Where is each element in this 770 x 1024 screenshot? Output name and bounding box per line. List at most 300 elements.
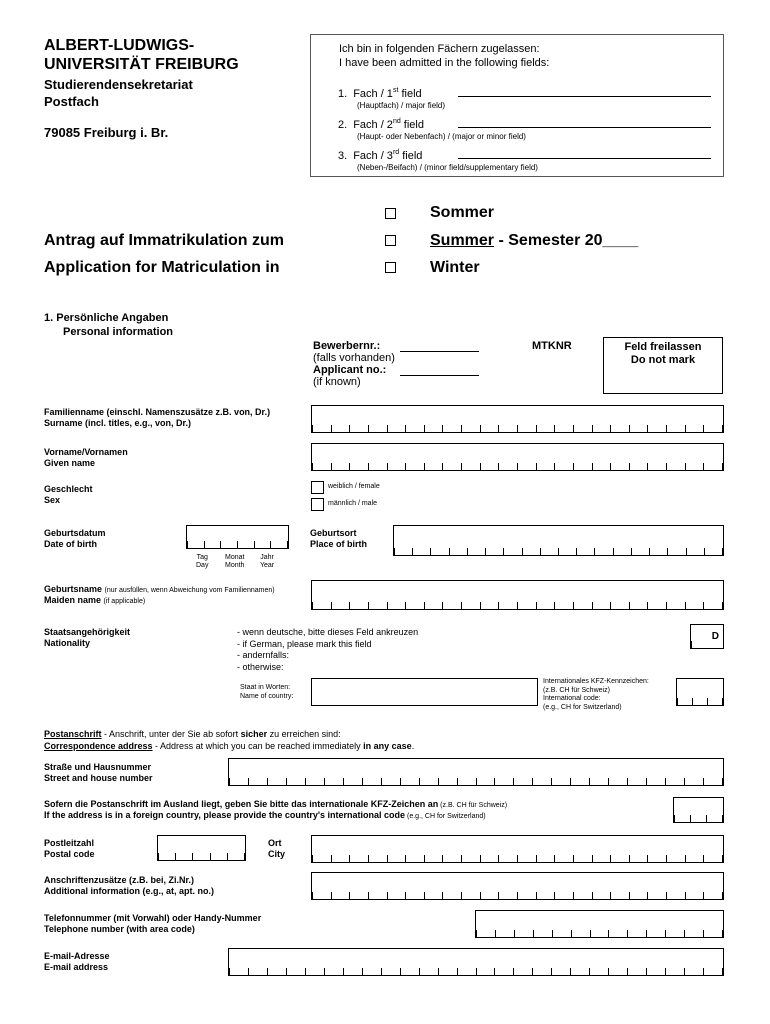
comb-tick <box>536 892 537 899</box>
comb-tick <box>287 541 288 548</box>
street-label-de: Straße und Hausnummer <box>44 762 152 772</box>
male-checkbox[interactable] <box>311 498 324 511</box>
comb-tick <box>442 463 443 470</box>
comb-tick <box>722 930 723 937</box>
comb-tick <box>517 463 518 470</box>
comb-tick <box>592 855 593 862</box>
comb-tick <box>646 778 647 785</box>
semester-sommer-label: Sommer <box>430 204 495 221</box>
comb-tick <box>331 892 332 899</box>
comb-tick <box>405 892 406 899</box>
given-name-label-en: Given name <box>44 457 96 468</box>
corr-bold: in any case <box>363 741 412 751</box>
surname-field[interactable] <box>311 405 724 433</box>
comb-tick <box>608 968 609 975</box>
dob-label-de: Geburtsdatum <box>44 528 106 538</box>
comb-tick <box>722 425 723 432</box>
comb-tick <box>405 855 406 862</box>
comb-tick <box>343 778 344 785</box>
dob-day: Day <box>196 562 209 569</box>
comb-tick <box>461 463 462 470</box>
comb-tick <box>685 425 686 432</box>
corr-text-a: - Address at which you can be reached immediately <box>152 741 364 751</box>
comb-tick <box>331 425 332 432</box>
city-field[interactable] <box>311 835 724 863</box>
comb-tick <box>513 968 514 975</box>
phone-label-de: Telefonnummer (mit Vorwahl) oder Handy-Nummer <box>44 913 262 923</box>
comb-tick <box>267 968 268 975</box>
comb-tick <box>610 855 611 862</box>
comb-tick <box>498 892 499 899</box>
email-label-en: E-mail address <box>44 961 109 972</box>
comb-tick <box>424 855 425 862</box>
comb-tick <box>498 855 499 862</box>
comb-tick <box>722 602 723 609</box>
comb-tick <box>312 892 313 899</box>
comb-tick <box>576 548 577 555</box>
comb-tick <box>381 968 382 975</box>
comb-tick <box>495 930 496 937</box>
comb-tick <box>570 778 571 785</box>
comb-tick <box>608 778 609 785</box>
comb-tick <box>629 602 630 609</box>
comb-tick <box>552 930 553 937</box>
comb-tick <box>158 853 159 860</box>
comb-tick <box>480 425 481 432</box>
pob-label-en: Place of birth <box>310 538 368 549</box>
comb-tick <box>480 855 481 862</box>
comb-tick <box>503 548 504 555</box>
nationality-code-field[interactable] <box>676 678 724 706</box>
comb-tick <box>430 548 431 555</box>
kfz-l2: (z.B. CH für Schweiz) <box>543 686 610 694</box>
comb-tick <box>498 602 499 609</box>
comb-tick <box>594 548 595 555</box>
dob-field[interactable] <box>186 525 289 549</box>
postbox: Postfach <box>44 94 99 109</box>
given-name-label <box>44 447 128 469</box>
comb-tick <box>685 463 686 470</box>
phone-field[interactable] <box>475 910 724 938</box>
phone-label-en: Telephone number (with area code) <box>44 923 195 934</box>
comb-tick <box>684 968 685 975</box>
subjects-intro-de: Ich bin in folgenden Fächern zugelassen: <box>339 43 540 55</box>
comb-tick <box>592 892 593 899</box>
comb-tick <box>400 778 401 785</box>
comb-tick <box>666 892 667 899</box>
comb-tick <box>692 698 693 705</box>
subject-label: Fach / 2 <box>353 118 393 131</box>
street-field[interactable] <box>228 758 724 786</box>
comb-tick <box>368 463 369 470</box>
comb-tick <box>248 778 249 785</box>
comb-tick <box>554 892 555 899</box>
comb-tick <box>558 548 559 555</box>
applicant-label: Applicant no.: <box>313 364 387 376</box>
comb-tick <box>684 778 685 785</box>
subject-label: Fach / 3 <box>353 149 393 162</box>
postanschrift-label: Postanschrift <box>44 729 102 739</box>
comb-tick <box>665 778 666 785</box>
comb-tick <box>647 463 648 470</box>
comb-tick <box>610 425 611 432</box>
sex-label-en: Sex <box>44 494 61 505</box>
dob-month-hint <box>225 554 244 570</box>
sex-label-de: Geschlecht <box>44 484 93 494</box>
comb-tick <box>627 968 628 975</box>
comb-tick <box>324 778 325 785</box>
comb-tick <box>536 855 537 862</box>
admitted-subjects-box <box>310 34 724 177</box>
subject-number: 1. <box>338 87 348 100</box>
comb-tick <box>349 463 350 470</box>
comb-tick <box>400 968 401 975</box>
male-label: männlich / male <box>328 500 378 507</box>
female-label: weiblich / female <box>328 483 380 490</box>
comb-tick <box>424 602 425 609</box>
addl-label-de: Anschriftenzusätze (z.B. bei, Zi.Nr.) <box>44 875 195 885</box>
comb-tick <box>412 548 413 555</box>
comb-tick <box>419 968 420 975</box>
comb-tick <box>480 892 481 899</box>
office-city: 79085 Freiburg i. Br. <box>44 125 169 140</box>
comb-tick <box>722 698 723 705</box>
comb-tick <box>467 548 468 555</box>
sex-label <box>44 484 93 506</box>
corr-text-b: . <box>411 741 415 751</box>
comb-tick <box>573 855 574 862</box>
if-known: (if known) <box>313 376 361 388</box>
comb-tick <box>442 892 443 899</box>
comb-tick <box>517 602 518 609</box>
comb-tick <box>532 968 533 975</box>
maiden-label-de: Geburtsname <box>44 584 103 594</box>
address-country-code-field[interactable] <box>673 797 724 823</box>
comb-tick <box>324 968 325 975</box>
comb-tick <box>629 425 630 432</box>
subject-ordinal: rd <box>392 149 400 156</box>
semester-winter-label: Winter <box>430 259 480 276</box>
subject-field-word: field <box>400 118 424 131</box>
nat-instr-1: - wenn deutsche, bitte dieses Feld ankreuzen <box>237 627 419 637</box>
subject-field-word: field <box>399 149 423 162</box>
comb-tick <box>590 930 591 937</box>
comb-tick <box>685 602 686 609</box>
comb-tick <box>442 602 443 609</box>
comb-tick <box>722 892 723 899</box>
kfz-l4: (e.g., CH for Switzerland) <box>543 703 622 711</box>
comb-tick <box>690 815 691 822</box>
comb-tick <box>722 548 723 555</box>
comb-tick <box>522 548 523 555</box>
country-name-field[interactable] <box>311 678 538 706</box>
comb-tick <box>571 930 572 937</box>
email-field[interactable] <box>228 948 724 976</box>
section1-heading <box>44 311 173 339</box>
comb-tick <box>703 778 704 785</box>
comb-tick <box>387 463 388 470</box>
comb-tick <box>227 853 228 860</box>
subject-label: Fach / 1 <box>353 87 393 100</box>
comb-tick <box>331 855 332 862</box>
comb-tick <box>610 602 611 609</box>
comb-tick <box>686 548 687 555</box>
additional-info-label <box>44 875 214 897</box>
comb-tick <box>476 778 477 785</box>
comb-tick <box>517 855 518 862</box>
subject-line[interactable] <box>458 96 711 97</box>
maiden-note-de: (nur ausfüllen, wenn Abweichung vom Familiennamen) <box>104 587 275 594</box>
staat-label-en: Name of country: <box>240 693 294 700</box>
applicant-number-block <box>313 340 395 388</box>
comb-tick <box>305 968 306 975</box>
foreign-address-note <box>44 799 507 822</box>
comb-tick <box>305 778 306 785</box>
comb-tick <box>498 425 499 432</box>
comb-tick <box>551 778 552 785</box>
city-label-en: City <box>268 848 286 859</box>
bewerber-number-line[interactable] <box>400 351 479 352</box>
comb-tick <box>703 892 704 899</box>
summer-checkbox[interactable] <box>385 235 396 246</box>
surname-label <box>44 407 270 429</box>
dob-jahr: Jahr <box>260 554 274 561</box>
staat-label-de: Staat in Worten: <box>240 684 291 691</box>
maiden-name-field[interactable] <box>311 580 724 610</box>
dob-label-en: Date of birth <box>44 538 97 549</box>
comb-tick <box>368 892 369 899</box>
postal-code-label <box>44 838 95 860</box>
comb-tick <box>424 425 425 432</box>
nationality-label <box>44 627 130 649</box>
comb-tick <box>449 548 450 555</box>
city-label-de: Ort <box>268 838 282 848</box>
comb-tick <box>610 892 611 899</box>
comb-tick <box>419 778 420 785</box>
semester-year-blank: - Semester 20____ <box>494 232 639 249</box>
comb-tick <box>267 778 268 785</box>
comb-tick <box>362 968 363 975</box>
comb-tick <box>589 778 590 785</box>
comb-tick <box>438 778 439 785</box>
subject-ordinal: nd <box>392 118 401 125</box>
zip-label-de: Postleitzahl <box>44 838 95 848</box>
post-bold: sicher <box>240 729 268 739</box>
comb-tick <box>494 778 495 785</box>
dob-month: Month <box>225 562 245 569</box>
comb-tick <box>703 602 704 609</box>
comb-tick <box>722 463 723 470</box>
street-label-en: Street and house number <box>44 772 153 783</box>
falls-vorhanden: (falls vorhanden) <box>313 352 395 364</box>
dob-tag: Tag <box>196 554 208 561</box>
feld-freilassen: Feld freilassen <box>624 341 702 353</box>
comb-tick <box>476 930 477 937</box>
comb-tick <box>394 548 395 555</box>
comb-tick <box>592 425 593 432</box>
comb-tick <box>387 855 388 862</box>
applicant-number-line[interactable] <box>400 375 479 376</box>
comb-tick <box>627 778 628 785</box>
comb-tick <box>343 968 344 975</box>
female-checkbox[interactable] <box>311 481 324 494</box>
subject-number: 3. <box>338 149 348 162</box>
comb-tick <box>647 425 648 432</box>
comb-tick <box>175 853 176 860</box>
subject-number: 2. <box>338 118 348 131</box>
comb-tick <box>387 892 388 899</box>
subject-line[interactable] <box>458 127 711 128</box>
comb-tick <box>629 855 630 862</box>
comb-tick <box>704 548 705 555</box>
comb-tick <box>192 853 193 860</box>
comb-tick <box>517 425 518 432</box>
comb-tick <box>722 815 723 822</box>
comb-tick <box>187 541 188 548</box>
comb-tick <box>631 548 632 555</box>
comb-tick <box>629 463 630 470</box>
comb-tick <box>627 930 628 937</box>
bewerber-label: Bewerbernr.: <box>313 340 381 352</box>
comb-tick <box>424 892 425 899</box>
comb-tick <box>722 968 723 975</box>
email-label <box>44 951 110 973</box>
zip-label-en: Postal code <box>44 848 95 859</box>
semester-summer-label <box>430 232 638 250</box>
title-de: Antrag auf Immatrikulation zum <box>44 232 285 249</box>
comb-tick <box>703 855 704 862</box>
comb-tick <box>442 855 443 862</box>
comb-tick <box>589 968 590 975</box>
comb-tick <box>649 548 650 555</box>
comb-tick <box>570 968 571 975</box>
comb-tick <box>405 463 406 470</box>
comb-tick <box>442 425 443 432</box>
comb-tick <box>613 548 614 555</box>
winter-checkbox[interactable] <box>385 262 396 273</box>
comb-tick <box>517 892 518 899</box>
comb-tick <box>513 778 514 785</box>
subject-note: (Neben-/Beifach) / (minor field/supplementary field) <box>357 162 538 172</box>
dob-year: Year <box>260 562 275 569</box>
comb-tick <box>536 602 537 609</box>
dob-day-hint <box>196 554 208 570</box>
comb-tick <box>461 602 462 609</box>
nat-instr-3: - andernfalls: <box>237 650 290 660</box>
comb-tick <box>220 541 221 548</box>
subject-row <box>338 146 538 173</box>
comb-tick <box>480 602 481 609</box>
additional-info-field[interactable] <box>311 872 724 900</box>
comb-tick <box>457 778 458 785</box>
german-nationality-box[interactable] <box>690 624 724 649</box>
comb-tick <box>629 892 630 899</box>
comb-tick <box>554 425 555 432</box>
section1-heading-en: Personal information <box>63 326 174 338</box>
comb-tick <box>703 968 704 975</box>
pob-field[interactable] <box>393 525 724 556</box>
abroad-en-note: (e.g., CH for Switzerland) <box>405 813 486 821</box>
comb-tick <box>573 463 574 470</box>
german-d-label: D <box>711 631 719 642</box>
comb-tick <box>331 463 332 470</box>
addl-label-en: Additional information (e.g., at, apt. no.) <box>44 885 214 896</box>
nationality-label-de: Staatsangehörigkeit <box>44 627 131 637</box>
comb-tick <box>666 463 667 470</box>
do-not-mark: Do not mark <box>630 354 696 366</box>
abroad-de: Sofern die Postanschrift im Ausland liegt, geben Sie bitte das internationale KFZ-Zeichen an <box>44 799 439 809</box>
comb-tick <box>461 855 462 862</box>
comb-tick <box>665 968 666 975</box>
subject-row <box>338 115 526 142</box>
comb-tick <box>476 968 477 975</box>
comb-tick <box>485 548 486 555</box>
correspondence-address-heading <box>44 728 414 752</box>
sommer-checkbox[interactable] <box>385 208 396 219</box>
comb-tick <box>703 930 704 937</box>
comb-tick <box>405 602 406 609</box>
correspondence-label: Correspondence address <box>44 741 153 751</box>
comb-tick <box>480 463 481 470</box>
comb-tick <box>707 698 708 705</box>
comb-tick <box>706 815 707 822</box>
comb-tick <box>229 968 230 975</box>
comb-tick <box>331 602 332 609</box>
comb-tick <box>647 892 648 899</box>
comb-tick <box>387 602 388 609</box>
comb-tick <box>514 930 515 937</box>
comb-tick <box>461 425 462 432</box>
comb-tick <box>665 930 666 937</box>
subject-note: (Hauptfach) / major field) <box>357 100 446 110</box>
comb-tick <box>312 425 313 432</box>
comb-tick <box>312 463 313 470</box>
university-line1: ALBERT-LUDWIGS- <box>44 37 195 54</box>
comb-tick <box>312 855 313 862</box>
comb-tick <box>254 541 255 548</box>
email-label-de: E-mail-Adresse <box>44 951 110 961</box>
subjects-intro-en: I have been admitted in the following fields: <box>339 57 550 69</box>
comb-tick <box>554 855 555 862</box>
comb-tick <box>244 853 245 860</box>
subject-field-word: field <box>398 87 422 100</box>
comb-tick <box>573 602 574 609</box>
comb-tick <box>554 602 555 609</box>
comb-tick <box>424 463 425 470</box>
comb-tick <box>666 855 667 862</box>
surname-label-de: Familienname (einschl. Namenszusätze z.B. von, Dr.) <box>44 407 271 417</box>
comb-tick <box>270 541 271 548</box>
given-name-field[interactable] <box>311 443 724 471</box>
do-not-mark-box <box>603 337 723 394</box>
nat-instr-4: - otherwise: <box>237 661 284 672</box>
subject-row <box>338 84 445 111</box>
comb-tick <box>684 930 685 937</box>
post-text-b: zu erreichen sind: <box>267 729 341 739</box>
office-name: Studierendensekretariat <box>44 77 193 92</box>
abroad-en: If the address is in a foreign country, please provide the country's international code <box>44 810 406 821</box>
comb-tick <box>685 855 686 862</box>
comb-tick <box>554 463 555 470</box>
subject-line[interactable] <box>458 158 711 159</box>
kfz-l1: Internationales KFZ-Kennzeichen: <box>543 678 649 685</box>
comb-tick <box>349 892 350 899</box>
post-text-a: - Anschrift, unter der Sie ab sofort <box>101 729 241 739</box>
postal-code-field[interactable] <box>157 835 246 861</box>
maiden-name-label <box>44 584 275 607</box>
comb-tick <box>722 855 723 862</box>
comb-tick <box>703 425 704 432</box>
